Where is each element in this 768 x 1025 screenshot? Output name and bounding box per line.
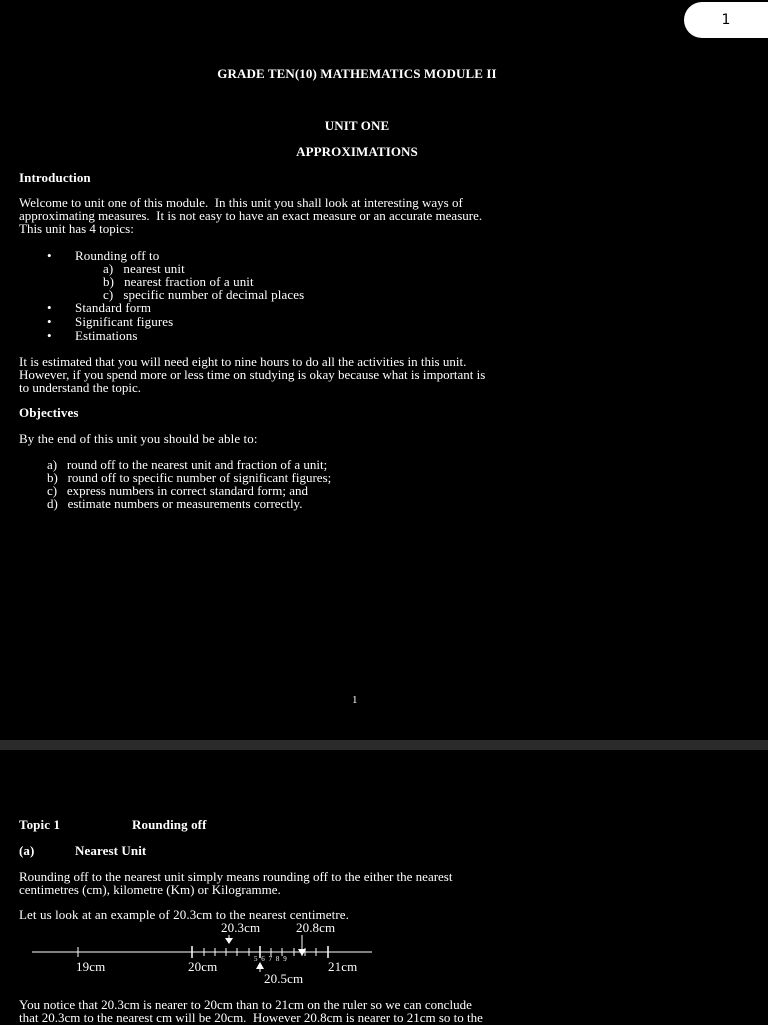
- bullet-icon: •: [47, 248, 52, 263]
- introduction-paragraph: [19, 196, 482, 235]
- subject-heading: APPROXIMATIONS: [296, 144, 418, 159]
- module-title: GRADE TEN(10) MATHEMATICS MODULE II: [217, 66, 497, 81]
- topic-item: Estimations: [75, 328, 138, 343]
- topic-item: Rounding off to: [75, 248, 160, 263]
- paragraph-line: It is estimated that you will need eight to nine hours to do all the activities in this unit.: [19, 354, 467, 369]
- topic-label: Topic 1: [19, 817, 61, 832]
- bullet-icon: •: [47, 314, 52, 329]
- paragraph-line: Rounding off to the nearest unit simply means rounding off to the either the nearest: [19, 869, 453, 884]
- paragraph-line: Welcome to unit one of this module. In this unit you shall look at interesting ways of: [19, 195, 463, 210]
- paragraph-line: This unit has 4 topics:: [19, 221, 134, 236]
- subtopic-item: c) specific number of decimal places: [103, 287, 305, 302]
- objective-item: a) round off to the nearest unit and fraction of a unit;: [47, 457, 328, 472]
- bullet-icon: •: [47, 300, 52, 315]
- document-page-2: [0, 750, 768, 1024]
- ruler-label-19cm: 19cm: [76, 959, 106, 974]
- objectives-intro: By the end of this unit you should be able to:: [19, 431, 258, 446]
- topic-item: Significant figures: [75, 314, 174, 329]
- marker-label-20-8: 20.8cm: [296, 920, 336, 935]
- introduction-heading: Introduction: [19, 170, 91, 185]
- objective-item: d) estimate numbers or measurements correctly.: [47, 496, 303, 511]
- unit-heading: UNIT ONE: [324, 118, 390, 133]
- subtopic-item: a) nearest unit: [103, 261, 185, 276]
- page-number-badge: 1: [684, 2, 768, 38]
- topic-item: Standard form: [75, 300, 152, 315]
- section-title: Nearest Unit: [75, 843, 147, 858]
- small-tick-labels: 5 6 7 8 9: [254, 955, 287, 963]
- objective-item: b) round off to specific number of significant figures;: [47, 470, 332, 485]
- paragraph-line: that 20.3cm to the nearest cm will be 20cm. However 20.8cm is nearer to 21cm so to the: [19, 1010, 483, 1025]
- paragraph-line: centimetres (cm), kilometre (Km) or Kilogramme.: [19, 882, 281, 897]
- paragraph-line: to understand the topic.: [19, 380, 142, 395]
- page-separator: [0, 740, 768, 750]
- paragraph-line: However, if you spend more or less time on studying is okay because what is important is: [19, 367, 486, 382]
- ruler-label-20cm: 20cm: [188, 959, 218, 974]
- marker-label-20-3: 20.3cm: [221, 920, 261, 935]
- objectives-list: [47, 458, 331, 510]
- ruler-label-20-5cm: 20.5cm: [264, 971, 304, 986]
- ruler-svg: [0, 750, 768, 1024]
- bullet-icon: •: [47, 328, 52, 343]
- ruler-label-21cm: 21cm: [328, 959, 358, 974]
- page-footer-number: 1: [352, 694, 358, 706]
- paragraph-line: You notice that 20.3cm is nearer to 20cm than to 21cm on the ruler so we can conclude: [19, 997, 472, 1012]
- objectives-heading: Objectives: [19, 405, 79, 420]
- paragraph-line: approximating measures. It is not easy to have an exact measure or an accurate measure.: [19, 208, 483, 223]
- subtopic-item: b) nearest fraction of a unit: [103, 274, 254, 289]
- objective-item: c) express numbers in correct standard form; and: [47, 483, 308, 498]
- section-label: (a): [19, 843, 35, 858]
- conclusion-paragraph: [19, 998, 483, 1024]
- time-paragraph: [19, 355, 485, 394]
- example-sentence: Let us look at an example of 20.3cm to the nearest centimetre.: [19, 907, 349, 922]
- topic-title: Rounding off: [132, 817, 207, 832]
